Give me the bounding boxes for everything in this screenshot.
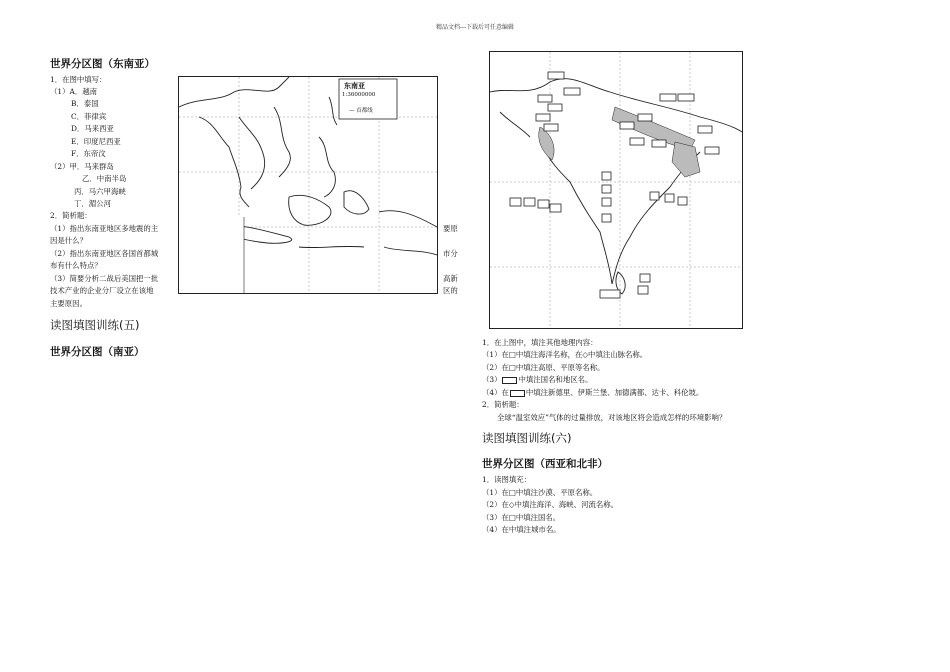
q2-intro: 2．简析题： xyxy=(50,211,92,220)
wa-q1-item: （4）在中填注城市名。 xyxy=(482,525,561,534)
sa-q1-item4-prefix: （4）在 xyxy=(482,388,509,397)
q1-item: C．菲律宾 xyxy=(71,112,107,121)
q1-item: B．泰国 xyxy=(71,99,99,108)
q2-line: （3）简要分析二战后美国把一批 xyxy=(50,274,159,283)
text-fragment: 高新 xyxy=(443,274,458,283)
sa-q1-item: （1）在□中填注海洋名称，在◇中填注山脉名称。 xyxy=(482,350,648,359)
sa-q2-text: 全球“温室效应”气体的过量排放，对该地区将会造成怎样的环境影响？ xyxy=(497,413,727,422)
wa-q1-item: （1）在□中填注沙漠、平原名称。 xyxy=(482,488,598,497)
q1-item: （2）甲．马来群岛 xyxy=(50,162,114,171)
text-fragment: 市分 xyxy=(443,249,458,258)
southeast-asia-map xyxy=(178,76,438,294)
sa-q1-item3-text: 中填注国名和地区名。 xyxy=(518,375,593,384)
section-title-southeast-asia: 世界分区图（东南亚） xyxy=(50,58,155,70)
map-legend-title: 东南亚 xyxy=(344,81,365,90)
q2-line: （2）指出东南亚地区各国首都城 xyxy=(50,249,159,258)
q1-item: F．东帝汶 xyxy=(71,149,106,158)
sa-q2-intro: 2．简析题： xyxy=(482,400,524,409)
training-title-5: 读图填图训练(五) xyxy=(50,318,140,332)
q1-item: （1）A．越南 xyxy=(50,87,97,96)
sa-q1-intro: 1．在上图中，填注其他地理内容： xyxy=(482,338,598,347)
q1-item: 丁．湄公河 xyxy=(74,199,111,208)
q1-item: 丙．马六甲海峡 xyxy=(74,187,126,196)
south-asia-map xyxy=(489,51,743,329)
page-header: 精品文档---下载后可任意编辑 xyxy=(435,24,515,31)
section-title-west-asia: 世界分区图（西亚和北非） xyxy=(482,458,608,470)
sa-q1-item3-prefix: （3） xyxy=(482,375,502,384)
sa-q1-item4-text: 中填注新德里、伊斯兰堡、加德满都、达卡、科伦坡。 xyxy=(525,388,704,397)
rectangle-icon xyxy=(502,377,517,384)
section-title-south-asia: 世界分区图（南亚） xyxy=(50,346,145,358)
sa-q1-item: （2）在□中填注高原、平原等名称。 xyxy=(482,363,605,372)
training-title-6: 读图填图训练(六) xyxy=(482,431,572,445)
wa-q1-item: （3）在□中填注国名。 xyxy=(482,513,561,522)
wa-q1-item: （2）在◇中填注海洋、海峡、河流名称。 xyxy=(482,500,619,509)
q2-line: 技术产业的企业分厂设立在该地 xyxy=(50,286,154,295)
map-legend-scale: 1:36000000 xyxy=(342,92,376,98)
q2-line: 因是什么？ xyxy=(50,236,87,245)
text-fragment: 区的 xyxy=(443,286,458,295)
sa-q1-item xyxy=(482,374,592,387)
q2-line: 主要原因。 xyxy=(50,299,87,308)
sa-q1-item xyxy=(482,387,703,400)
q2-line: 布有什么特点？ xyxy=(50,261,102,270)
q1-item: E．印度尼西亚 xyxy=(71,137,121,146)
q1-item: D．马来西亚 xyxy=(71,124,114,133)
map-legend-item: — 首都线 xyxy=(349,108,373,114)
wa-q1-intro: 1．读图填充： xyxy=(482,475,532,484)
q1-intro: 1．在图中填写： xyxy=(50,75,107,84)
rectangle-icon xyxy=(510,390,525,397)
q1-item: 乙．中南半岛 xyxy=(82,174,127,183)
q2-line: （1）指出东南亚地区多地震的主 xyxy=(50,224,159,233)
text-fragment: 要原 xyxy=(443,224,458,233)
